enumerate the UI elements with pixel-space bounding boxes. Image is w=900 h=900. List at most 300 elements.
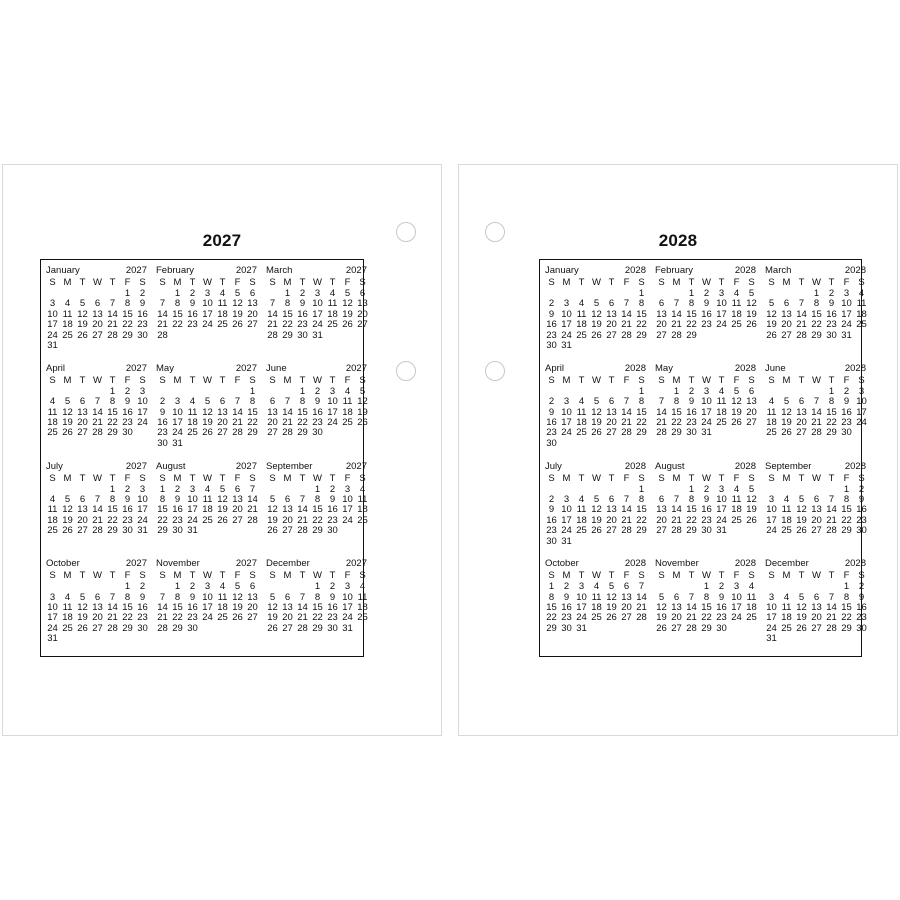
day-number: 5 [269,591,276,603]
day-number: 31 [187,525,198,537]
day-number: 15 [297,406,308,418]
day-number: 29 [701,622,712,634]
day-number: 11 [781,504,792,516]
day-number: 7 [623,298,630,310]
weekday-label: T [329,374,336,386]
day-number: 23 [826,319,837,331]
day-number: 10 [202,591,213,603]
day-number: 4 [578,298,585,310]
day-number: 20 [621,602,632,614]
day-number: 15 [107,406,118,418]
day-number: 5 [64,396,71,408]
day-number: 7 [658,396,665,408]
day-number: 2 [703,288,710,299]
day-number: 5 [658,591,665,603]
month-name: April [545,362,565,374]
day-number: 26 [267,525,278,537]
day-number: 13 [247,591,258,603]
weekday-label: S [658,472,665,484]
day-number: 14 [671,308,682,320]
weekday-label: M [672,570,681,582]
day-number: 1 [249,385,256,397]
day-grid [763,375,869,439]
month-name: February [156,265,195,276]
weekday-label: F [344,472,351,484]
day-number: 22 [107,514,118,526]
day-number: 3 [563,493,570,505]
day-number: 13 [606,406,617,418]
day-number: 11 [342,396,353,408]
month-block [763,363,869,461]
day-number: 27 [781,329,792,341]
day-number: 1 [109,483,116,495]
day-number: 22 [312,612,323,624]
month-year: 2027 [125,558,147,570]
day-number: 12 [202,406,213,418]
day-number: 2 [139,288,146,299]
day-number: 14 [826,602,837,614]
day-number: 8 [638,396,645,408]
day-number: 11 [731,493,742,505]
weekday-label: M [562,277,571,288]
day-grid [763,473,869,537]
weekday-label: M [63,570,72,582]
day-number: 22 [107,416,118,428]
day-number: 16 [187,602,198,614]
day-number: 24 [701,416,712,428]
day-number: 4 [344,385,351,397]
day-number: 28 [796,329,807,341]
day-number: 20 [606,319,617,331]
day-number: 30 [561,622,572,634]
day-number: 31 [716,525,727,537]
day-number: 28 [826,622,837,634]
month-year: 2027 [235,558,257,570]
day-number: 19 [591,319,602,331]
day-number: 9 [329,591,336,603]
day-number: 17 [716,308,727,320]
weekday-label: F [124,374,131,386]
calendar-page-2027 [2,164,442,736]
day-number: 14 [267,308,278,320]
month-year: 2027 [125,460,147,472]
day-number: 11 [856,298,867,310]
day-number: 6 [284,493,291,505]
day-number: 7 [688,591,695,603]
day-number: 1 [124,581,131,593]
day-number: 20 [77,416,88,428]
day-number: 13 [656,504,667,516]
day-number: 10 [766,602,777,614]
day-number: 10 [187,493,198,505]
weekday-label: W [592,570,601,582]
day-grid [653,473,759,537]
day-number: 18 [357,504,368,516]
day-number: 17 [766,514,777,526]
day-number: 25 [731,319,742,331]
day-number: 16 [841,406,852,418]
day-number: 22 [811,319,822,331]
day-number: 30 [701,525,712,537]
day-number: 21 [621,416,632,428]
day-number: 29 [636,427,647,439]
month-name: December [266,558,310,570]
day-number: 20 [282,514,293,526]
month-block [763,461,869,559]
weekday-label: S [858,277,865,288]
day-number: 22 [686,319,697,331]
day-number: 3 [189,483,196,495]
day-number: 9 [548,406,555,418]
day-number: 23 [297,319,308,331]
month-year: 2027 [235,460,257,472]
day-number: 21 [656,416,667,428]
day-number: 20 [282,612,293,624]
day-number: 4 [733,288,740,299]
day-number: 2 [139,581,146,593]
weekday-label: S [858,570,865,582]
day-number: 28 [686,622,697,634]
day-number: 12 [77,602,88,614]
day-number: 3 [578,581,585,593]
day-number: 6 [783,298,790,310]
day-number: 7 [828,591,835,603]
day-number: 12 [232,298,243,310]
weekday-label: S [359,570,366,582]
weekday-label: F [344,374,351,386]
day-number: 9 [703,298,710,310]
day-number: 23 [701,514,712,526]
day-number: 6 [94,591,101,603]
month-header [264,461,370,473]
day-number: 31 [137,525,148,537]
day-number: 29 [122,622,133,634]
weekday-label: F [843,472,850,484]
weekday-label: S [768,277,775,288]
day-number: 6 [249,288,256,299]
month-name: March [266,265,293,276]
day-number: 3 [329,385,336,397]
day-number: 24 [841,319,852,331]
month-block [44,363,150,461]
day-number: 19 [342,308,353,320]
day-number: 4 [858,288,865,299]
day-number: 27 [77,427,88,439]
day-number: 7 [673,298,680,310]
day-number: 3 [703,385,710,397]
day-number: 1 [673,385,680,397]
day-number: 9 [858,591,865,603]
weekday-label: F [234,570,241,582]
day-number: 2 [858,581,865,593]
month-block [44,461,150,559]
day-number: 13 [77,406,88,418]
day-number: 22 [701,612,712,624]
day-number: 14 [297,504,308,516]
day-number: 7 [299,493,306,505]
weekday-label: M [782,277,791,288]
day-number: 13 [811,504,822,516]
day-number: 23 [187,612,198,624]
weekday-label: S [768,570,775,582]
day-number: 15 [312,504,323,516]
weekday-label: W [313,374,322,386]
day-number: 2 [718,581,725,593]
day-number: 23 [327,514,338,526]
day-number: 1 [638,385,645,397]
day-number: 14 [621,406,632,418]
month-year: 2028 [734,460,756,472]
day-number: 10 [561,308,572,320]
weekday-label: F [234,277,241,288]
day-number: 31 [172,437,183,449]
month-block [154,265,260,363]
day-number: 23 [561,612,572,624]
day-number: 11 [217,298,228,310]
day-number: 2 [329,581,336,593]
weekday-label: M [173,472,182,484]
day-number: 26 [77,329,88,341]
weekday-label: S [139,570,146,582]
month-block [653,265,759,363]
day-number: 28 [107,622,118,634]
day-number: 4 [219,288,226,299]
day-number: 11 [576,504,587,516]
day-number: 31 [841,329,852,341]
day-number: 23 [716,612,727,624]
day-number: 9 [563,591,570,603]
day-number: 19 [796,612,807,624]
day-number: 30 [327,525,338,537]
day-number: 27 [92,329,103,341]
day-number: 3 [768,591,775,603]
day-number: 20 [811,514,822,526]
month-year: 2028 [844,362,866,374]
day-number: 12 [267,504,278,516]
weekday-label: S [49,374,56,386]
day-number: 25 [781,525,792,537]
weekday-label: W [812,570,821,582]
day-number: 19 [766,319,777,331]
day-number: 21 [621,319,632,331]
weekday-label: F [234,472,241,484]
weekday-label: T [828,472,835,484]
day-number: 19 [591,514,602,526]
month-header [763,363,869,375]
day-number: 31 [766,633,777,645]
day-number: 10 [856,396,867,408]
month-header [653,265,759,277]
weekday-label: T [219,374,226,386]
day-number: 28 [297,622,308,634]
day-number: 21 [297,514,308,526]
day-number: 13 [247,298,258,310]
day-number: 28 [297,525,308,537]
weekday-label: S [49,472,56,484]
day-number: 30 [122,525,133,537]
weekday-label: M [173,570,182,582]
day-number: 9 [828,298,835,310]
day-number: 28 [826,525,837,537]
day-number: 18 [766,416,777,428]
month-header [543,558,649,570]
day-number: 6 [249,581,256,593]
day-number: 17 [576,602,587,614]
day-number: 17 [137,504,148,516]
month-name: February [655,265,694,276]
day-grid [264,473,370,537]
month-header [543,363,649,375]
day-number: 17 [202,602,213,614]
day-number: 1 [299,385,306,397]
day-number: 18 [856,308,867,320]
day-grid [264,277,370,341]
day-number: 18 [781,612,792,624]
day-number: 15 [122,602,133,614]
day-number: 1 [159,483,166,495]
day-number: 29 [157,525,168,537]
day-number: 9 [139,591,146,603]
day-number: 26 [796,622,807,634]
day-number: 21 [157,319,168,331]
day-number: 15 [122,308,133,320]
day-number: 10 [342,591,353,603]
day-number: 7 [828,493,835,505]
day-number: 27 [621,612,632,624]
day-number: 20 [267,416,278,428]
day-number: 10 [172,406,183,418]
day-number: 24 [561,329,572,341]
day-number: 24 [342,612,353,624]
day-number: 11 [327,298,338,310]
day-number: 17 [716,504,727,516]
day-number: 15 [826,406,837,418]
day-number: 20 [746,406,757,418]
day-number: 6 [234,483,241,495]
day-number: 11 [576,406,587,418]
day-number: 20 [796,416,807,428]
weekday-label: S [249,570,256,582]
day-grid [763,277,869,341]
day-number: 14 [671,504,682,516]
day-number: 27 [232,514,243,526]
day-number: 13 [217,406,228,418]
month-name: October [545,558,579,570]
day-number: 13 [606,308,617,320]
day-grid [543,570,649,634]
weekday-label: W [93,472,102,484]
month-year: 2028 [624,558,646,570]
day-number: 14 [92,406,103,418]
day-number: 20 [232,504,243,516]
day-number: 13 [282,602,293,614]
day-number: 10 [47,308,58,320]
day-number: 15 [107,504,118,516]
day-number: 5 [204,396,211,408]
day-number: 23 [327,612,338,624]
day-number: 16 [297,308,308,320]
day-number: 10 [716,493,727,505]
day-number: 5 [219,483,226,495]
day-number: 9 [329,493,336,505]
weekday-label: F [733,374,740,386]
weekday-label: F [124,570,131,582]
day-number: 9 [718,591,725,603]
day-number: 13 [267,406,278,418]
day-number: 27 [811,622,822,634]
day-number: 23 [546,525,557,537]
day-number: 15 [636,308,647,320]
day-number: 21 [92,514,103,526]
day-number: 11 [187,406,198,418]
day-number: 27 [357,319,368,331]
day-number: 15 [546,602,557,614]
day-grid [44,473,150,537]
day-number: 6 [813,493,820,505]
day-number: 14 [247,493,258,505]
weekday-label: T [608,472,615,484]
day-number: 13 [232,493,243,505]
weekday-label: S [139,277,146,288]
weekday-label: W [592,277,601,288]
day-number: 2 [174,483,181,495]
day-number: 1 [703,581,710,593]
day-grid [264,570,370,634]
day-number: 5 [798,493,805,505]
day-number: 28 [671,525,682,537]
day-number: 28 [671,329,682,341]
day-number: 22 [172,612,183,624]
day-number: 24 [766,525,777,537]
day-number: 6 [673,591,680,603]
weekday-label: F [344,277,351,288]
day-number: 2 [688,385,695,397]
month-name: September [266,460,313,472]
day-number: 10 [716,298,727,310]
day-number: 10 [137,396,148,408]
day-number: 16 [187,308,198,320]
day-number: 21 [671,514,682,526]
day-number: 30 [856,622,867,634]
weekday-label: F [843,374,850,386]
day-number: 26 [781,427,792,439]
weekday-label: S [269,570,276,582]
day-number: 17 [47,612,58,624]
day-number: 8 [109,493,116,505]
day-number: 5 [593,298,600,310]
day-number: 20 [77,514,88,526]
day-grid [653,375,759,439]
weekday-label: T [219,277,226,288]
day-number: 21 [826,612,837,624]
day-number: 3 [344,581,351,593]
day-number: 5 [234,581,241,593]
day-number: 6 [94,298,101,310]
day-number: 21 [826,514,837,526]
month-year: 2027 [345,362,367,374]
day-number: 18 [217,602,228,614]
day-number: 30 [841,427,852,439]
day-number: 9 [124,493,131,505]
month-header [763,558,869,570]
month-name: May [156,362,174,374]
day-number: 6 [658,298,665,310]
day-number: 23 [841,416,852,428]
day-number: 8 [284,298,291,310]
day-number: 1 [843,483,850,495]
month-block [264,461,370,559]
day-number: 9 [703,493,710,505]
